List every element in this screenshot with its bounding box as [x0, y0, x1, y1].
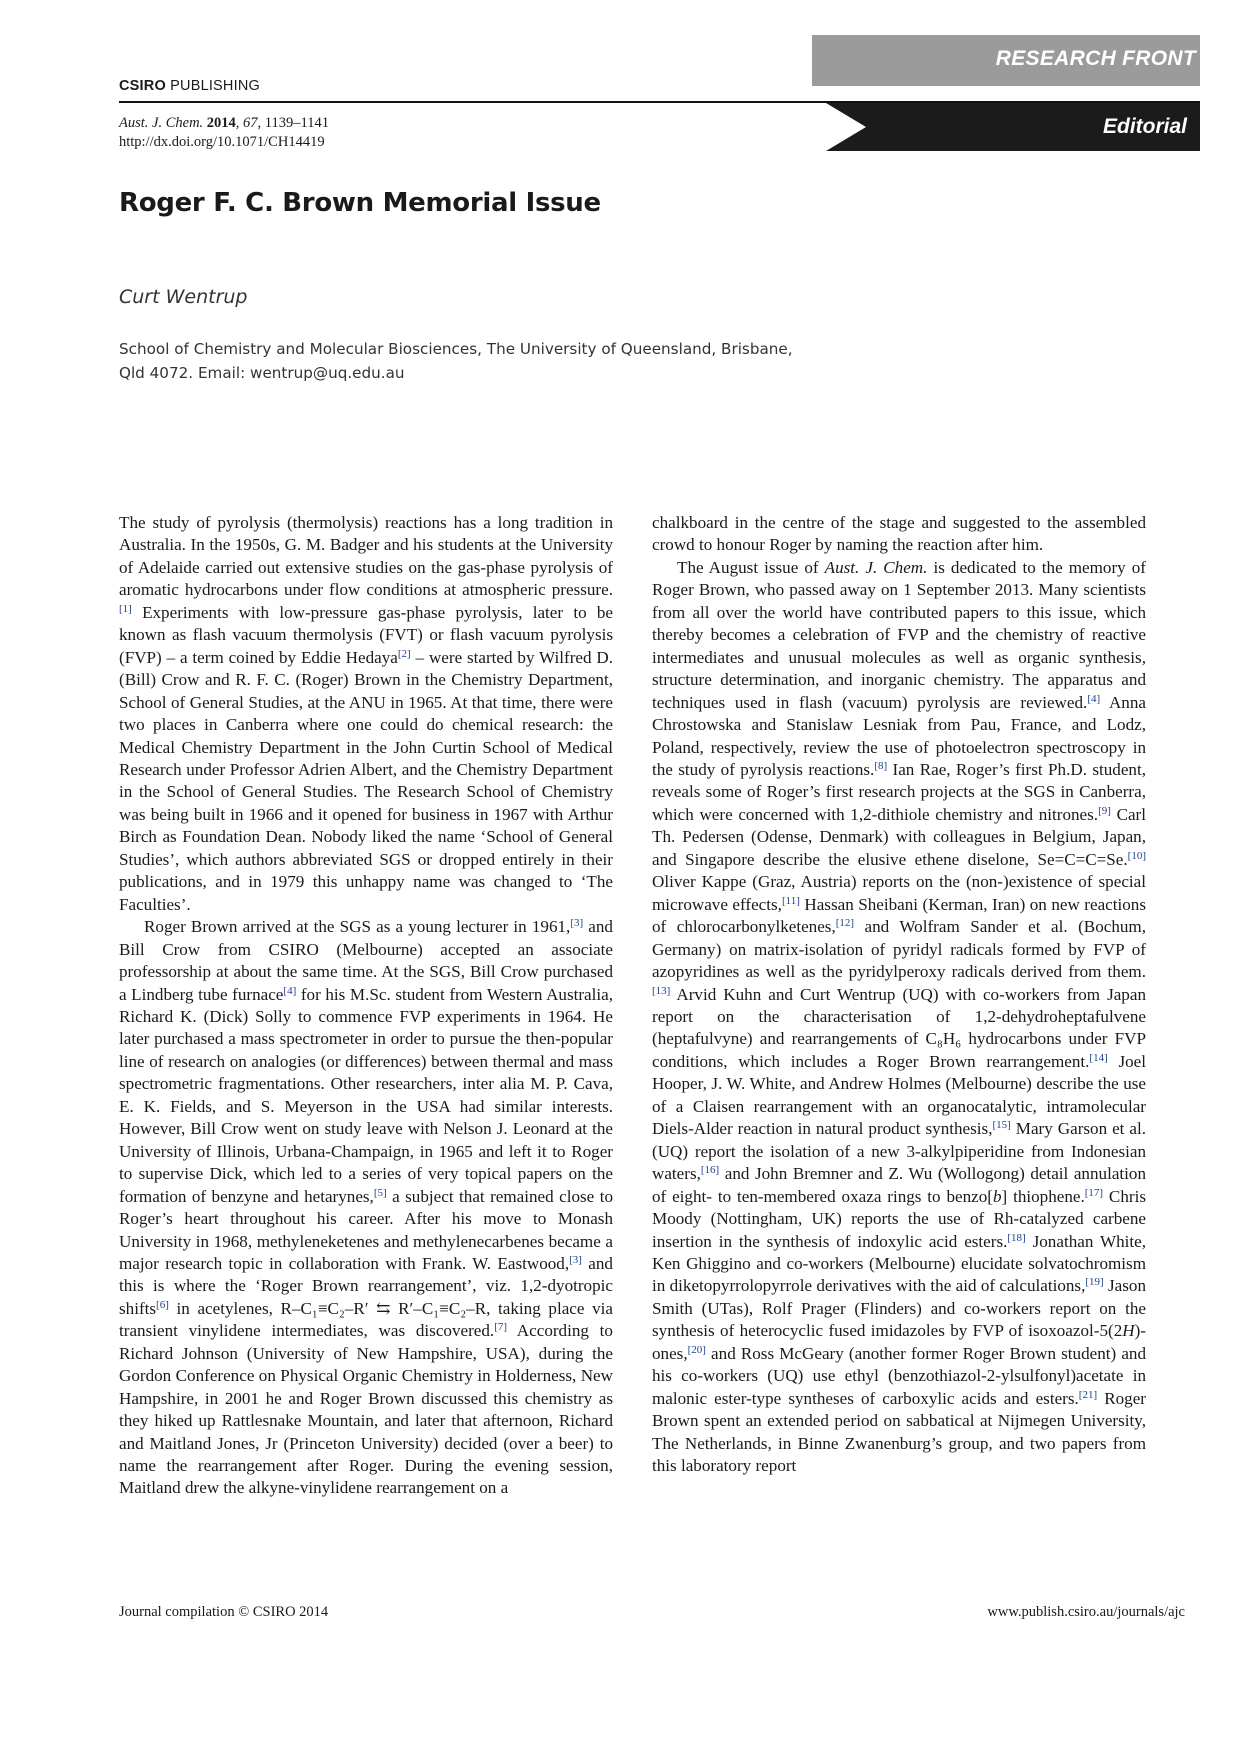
- footer-copyright: Journal compilation © CSIRO 2014: [119, 1604, 329, 1620]
- paragraph-2: [119, 916, 613, 1500]
- text-run: Roger Brown arrived at the SGS as a young lecturer in 1961,: [144, 917, 571, 937]
- ref-link[interactable]: [19]: [1085, 1276, 1104, 1289]
- ref-link[interactable]: [3]: [570, 917, 584, 930]
- ref-link[interactable]: [2]: [397, 647, 411, 660]
- text-run: Mary Garson et al. (UQ) report the isolation of a new 3-alkylpiperidine from Indonesian waters,: [652, 1119, 1146, 1184]
- citation-year: 2014: [206, 115, 236, 131]
- text-run: and John Bremner and Z. Wu (Wollogong) detail annulation of eight- to ten-membered oxaza rings to benzo[: [652, 1164, 1146, 1206]
- research-front-label: RESEARCH FRONT: [995, 47, 1196, 70]
- text-run: – were started by Wilfred D. (Bill) Crow and R. F. C. (Roger) Brown in the Chemistry Department, School of General Studies, at the ANU in 1965. At that time, there were two places in Canberra where one could do chemical research: the Medical Chemistry Department in the John Curtin School of Medical Research under Professor Adrien Albert, and the Chemistry Department in the School of General Studies. The Research School of Chemistry was being built in 1966 and it opened for business in 1967 with Arthur Birch as Foundation Dean. Nobody liked the name ‘School of General Studies’, which authors abbreviated SGS or dropped entirely in their publications, and in 1979 this unhappy name was changed to ‘The Faculties’.: [119, 647, 613, 914]
- citation-pages: , 1139–1141: [257, 115, 329, 131]
- publisher-name: [119, 78, 260, 94]
- text-run: Ian Rae, Roger’s first Ph.D. student, reveals some of Roger’s first research projects at the SGS in Canberra, which were concerned with 1,2-dithiole chemistry and nitrones.: [652, 759, 1146, 824]
- citation-volume: 67: [243, 115, 258, 131]
- ref-link[interactable]: [3]: [569, 1253, 582, 1266]
- ref-link[interactable]: [11]: [781, 894, 800, 907]
- text-run: ] thiophene.: [1001, 1186, 1085, 1206]
- text-run: and this is where the ‘Roger Brown rearrangement’, viz. 1,2-dyotropic shifts: [119, 1253, 613, 1318]
- paragraph-1: [119, 512, 613, 916]
- text-run: Anna Chrostowska and Stanislaw Lesniak from Pau, France, and Lodz, Poland, respectively, review the use of photoelectron spectroscopy in the study of pyrolysis reactions.: [652, 692, 1146, 779]
- ref-link[interactable]: [21]: [1078, 1388, 1098, 1401]
- text-run: Roger Brown spent an extended period on sabbatical at Nijmegen University, The Netherlands, in Binne Zwanenburg’s group, and two papers from this laboratory report: [652, 1388, 1146, 1476]
- ref-link[interactable]: [7]: [494, 1321, 508, 1334]
- ref-link[interactable]: [4]: [283, 984, 297, 997]
- italic-letter: H: [1122, 1321, 1135, 1341]
- text-run: for his M.Sc. student from Western Australia, Richard K. (Dick) Solly to commence FVP experiments in 1964. He later purchased a mass spectrometer in order to pursue the then-popular line of research on analogies (or differences) between thermal and mass spectrometric fragmentations. Other researchers, inter alia M. P. Cava, E. K. Fields, and S. Meyerson in the USA had similar interests. However, Bill Crow went on study leave with Nelson J. Leonard at the University of Illinois, Urbana-Champaign, in 1965 and left it to Roger to supervise Dick, which led to a series of very topical papers on the formation of benzyne and hetarynes,: [119, 984, 613, 1206]
- text-run: in acetylenes, R–C₁≡C₂–R′ ⇆ R′–C₁≡C₂–R, taking place via transient vinylidene intermediates, was discovered.: [119, 1298, 613, 1341]
- text-run: Jonathan White, Ken Ghiggino and co-workers (Melbourne) elucidate solvatochromism in diketopyrrolopyrrole derivatives with the aid of calculations,: [652, 1231, 1146, 1296]
- italic-letter: b: [992, 1186, 1002, 1206]
- body-column-right: [652, 512, 1146, 1477]
- citation: [119, 114, 329, 152]
- ref-link[interactable]: [17]: [1084, 1186, 1104, 1199]
- header-rule: [119, 101, 1200, 103]
- text-run: )-ones,: [652, 1321, 1146, 1363]
- text-run: Arvid Kuhn and Curt Wentrup (UQ) with co-workers from Japan report on the characterisation of 1,2-dehydroheptafulvene (heptafulvyne) and rearrangements of C₈H₆ hydrocarbons under FVP conditions, which includes a Roger Brown rearrangement.: [652, 984, 1146, 1071]
- affiliation-line-1: School of Chemistry and Molecular Biosciences, The University of Queensland, Brisbane,: [119, 340, 793, 358]
- journal-name-inline: Aust. J. Chem.: [824, 557, 928, 577]
- ref-link[interactable]: [12]: [835, 917, 855, 930]
- ref-link[interactable]: [10]: [1127, 849, 1146, 862]
- ref-link[interactable]: [6]: [156, 1298, 169, 1311]
- ref-link[interactable]: [18]: [1007, 1231, 1026, 1244]
- text-run: and Wolfram Sander et al. (Bochum, Germany) on matrix-isolation of pyridyl radicals formed by FVP of azopyridines as well as the pyridylperoxy radicals derived from them.: [652, 917, 1146, 982]
- ref-link[interactable]: [15]: [992, 1119, 1011, 1132]
- text-run: Experiments with low-pressure gas-phase pyrolysis, later to be known as flash vacuum thermolysis (FVT) or flash vacuum pyrolysis (FVP) – a term coined by Eddie Hedaya: [119, 602, 613, 667]
- ref-link[interactable]: [16]: [700, 1164, 720, 1177]
- footer-journal-url[interactable]: www.publish.csiro.au/journals/ajc: [987, 1604, 1185, 1620]
- ref-link[interactable]: [9]: [1098, 804, 1111, 817]
- text-run: The August issue of: [677, 557, 825, 577]
- text-run: and Bill Crow from CSIRO (Melbourne) accepted an associate professorship at about the same time. At the SGS, Bill Crow purchased a Lindberg tube furnace: [119, 917, 613, 1004]
- paragraph-3: chalkboard in the centre of the stage and suggested to the assembled crowd to honour Roger by naming the reaction after him.: [652, 513, 1146, 555]
- body-column-left: [119, 512, 613, 1500]
- text-run: Joel Hooper, J. W. White, and Andrew Holmes (Melbourne) describe the use of a Claisen rearrangement with an organocatalytic, intramolecular Diels-Alder reaction in natural product synthesis,: [652, 1051, 1146, 1139]
- article-type-label: Editorial: [1102, 115, 1187, 138]
- text-run: Carl Th. Pedersen (Odense, Denmark) with colleagues in Belgium, Japan, and Singapore describe the elusive ethene diselone, Se=C=C=Se.: [652, 804, 1146, 869]
- ref-link[interactable]: [13]: [652, 984, 671, 997]
- ref-link[interactable]: [1]: [119, 602, 132, 615]
- ref-link[interactable]: [4]: [1087, 692, 1101, 705]
- doi-link[interactable]: http://dx.doi.org/10.1071/CH14419: [119, 134, 325, 150]
- paragraph-4: [652, 557, 1146, 1478]
- text-run: Oliver Kappe (Graz, Austria) reports on the (non-)existence of special microwave effects,: [652, 872, 1146, 914]
- ref-link[interactable]: [8]: [874, 759, 888, 772]
- text-run: a subject that remained close to Roger’s heart throughout his career. After his move to Monash University in 1968, methyleneketenes and methylenecarbenes became a major research topic in collaboration with Frank. W. Eastwood,: [119, 1186, 614, 1273]
- author-name: Curt Wentrup: [119, 286, 248, 308]
- ref-link[interactable]: [5]: [373, 1186, 387, 1199]
- article-title: Roger F. C. Brown Memorial Issue: [119, 188, 601, 218]
- text-run: is dedicated to the memory of Roger Brown, who passed away on 1 September 2013. Many scientists from all over the world have contributed papers to this issue, which thereby becomes a celebration of FVP and the chemistry of reactive intermediates and unusual molecules as well as organic synthesis, structure determination, and inorganic chemistry. The apparatus and techniques used in flash (vacuum) pyrolysis are reviewed.: [652, 557, 1146, 712]
- affiliation-line-2: Qld 4072. Email: wentrup@uq.edu.au: [119, 364, 405, 382]
- publisher-name-bold: CSIRO: [119, 78, 166, 94]
- text-run: and Ross McGeary (another former Roger Brown student) and his co-workers (UQ) use ethyl (benzothiazol-2-ylsulfonyl)acetate in malonic ester-type syntheses of carboxylic acids and esters.: [652, 1343, 1146, 1408]
- text-run: The study of pyrolysis (thermolysis) reactions has a long tradition in Australia. In the 1950s, G. M. Badger and his students at the University of Adelaide carried out extensive studies on the gas-phase pyrolysis of aromatic hydrocarbons under flow conditions at atmospheric pressure.: [119, 513, 613, 600]
- journal-name: Aust. J. Chem.: [119, 115, 204, 131]
- ref-link[interactable]: [14]: [1089, 1051, 1108, 1064]
- text-run: Chris Moody (Nottingham, UK) reports the use of Rh-catalyzed carbene insertion in the synthesis of indoxylic acid esters.: [652, 1186, 1146, 1251]
- text-run: Jason Smith (UTas), Rolf Prager (Flinders) and co-workers report on the synthesis of heterocyclic fused imidazoles by FVP of isoxoazol-5(2: [652, 1276, 1146, 1341]
- publisher-name-rest: PUBLISHING: [165, 78, 260, 94]
- affiliation: [119, 337, 879, 385]
- text-run: Hassan Sheibani (Kerman, Iran) on new reactions of chlorocarbonylketenes,: [652, 894, 1146, 937]
- ref-link[interactable]: [20]: [687, 1343, 706, 1356]
- text-run: According to Richard Johnson (University of New Hampshire, USA), during the Gordon Conference on Physical Organic Chemistry in Holderness, New Hampshire, in 2001 he and Roger Brown discussed this chemistry as they hiked up Rattlesnake Mountain, and later that afternoon, Richard and Maitland Jones, Jr (Princeton University) decided (over a beer) to name the rearrangement after Roger. During the evening session, Maitland drew the alkyne-vinylidene rearrangement on a: [119, 1321, 613, 1498]
- citation-line: Aust. J. Chem. 2014, 67, 1139–1141: [119, 115, 329, 131]
